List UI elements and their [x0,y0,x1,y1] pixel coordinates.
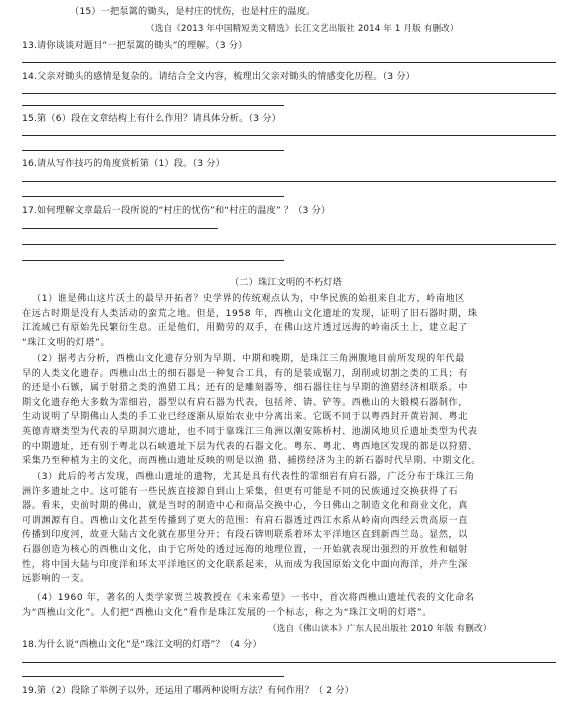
text-line: 在远古时期是没有人类活动的蛮荒之地。但是，1958 年，西樵山文化遗址的发现，证明了旧石器时期，珠 [22,308,478,319]
text-line: 传播到印度河，故亚大陆古文化就在那里分开；有段石锛则联系着环太平洋地区直到新西兰岛。显然，以 [22,530,468,541]
text-line: 英德青塘类型为代表的早期洞穴遗址，也不同于靠珠江三角洲以潮安陈桥村、池湖风地贝丘遗址类型为代表 [22,426,478,437]
text-line: 江流域已有原始先民繁衍生息。正是他们，用勤劳的双手，在佛山这片透过远海的岭南沃土上，建立起了 [22,323,468,334]
text-line: 生动说明了早期佛山人类的手工业已经逐渐从原始农业中分离出来。它既不同于以粤西封开黄岩洞、粤北 [22,412,468,423]
text-line: 早的人类文化遗存。西樵山出土的细石器是一种复合工具，有的是装成锯刀，刮削或切割之类的工具；有 [22,368,468,379]
text-line: 可谓渊源有自。西樵山文化甚至传播到了更大的范围：有肩石器透过西江水系从岭南向西经云贵高原一直 [22,515,468,526]
article-paragraph-1 [22,292,552,350]
question-19: 19.第（2）段除了举例子以外，还运用了哪两种说明方法？有何作用？（ 2 分） [22,685,354,696]
answer-line[interactable] [22,244,556,245]
answer-line[interactable] [22,62,556,63]
text-line: （3）此后的考古发现，西樵山遗址的遗物，尤其是具有代表性的霏细岩有肩石器，广泛分布于珠江三角 [32,472,475,482]
question-16: 16.请从写作技巧的角度赏析第（1）段。（3 分） [22,158,225,169]
text-line: “珠江文明的灯塔”。 [22,337,111,348]
answer-line[interactable] [22,105,284,106]
text-line: 性，将中国大陆与印度洋和环太平洋地区的文化联系起来，从而成为我国原始文化中面向海洋，并产生深 [22,559,468,570]
text-line: （4）1960 年，著名的人类学家贾兰坡教授在《未来希望》一书中，首次将西樵山遗址代表的文化命名 [32,593,475,603]
article-paragraph-2 [22,352,552,469]
answer-line[interactable] [22,150,284,151]
answer-line[interactable] [22,228,218,229]
answer-line[interactable] [22,181,556,182]
question-18: 18.为什么说“西樵山文化”是“珠江文明的灯塔”？（4 分） [22,639,262,650]
question-14: 14.父亲对锄头的感情是复杂的。请结合全文内容，梳理出父亲对锄头的情感变化历程。（3 分） [22,71,416,82]
text-line: 洲许多遗址之中。这可能有一些民族直接源自到山上采集，但更有可能是不同的民族通过交换获得了石 [22,486,459,497]
paragraph-15: （15）一把泵篱的锄头，是村庄的忧伤，也是村庄的温度。 [70,6,316,17]
text-line: 为“西樵山文化”。人们把“西樵山文化”看作是珠江发展的一个标志，称之为“珠江文明的灯塔”。 [22,607,432,618]
question-13: 13.请你谈谈对题目“一把泵篱的锄头”的理解。（3 分） [22,40,248,51]
question-15: 15.第（6）段在文章结构上有什么作用？请具体分析。（3 分） [22,113,281,124]
text-line: 期文化遗存绝大多数为霏细岩，器型以有肩石器为代表，包括斧、锛、铲等。西樵山的大锻模石器制作， [22,397,468,408]
article-paragraph-4 [22,591,552,620]
answer-line[interactable] [22,662,556,663]
answer-line[interactable] [22,676,284,677]
question-17: 17.如何理解文章最后一段所说的“村庄的忧伤”和“村庄的温度” ？（3 分） [22,205,331,216]
text-line: （1）谁是佛山这片沃土的最早开拓者？史学界的传统观点认为，中华民族的始祖来自北方，岭南地区 [32,294,465,304]
text-line: 的中期遗址，还有别于粤北以石峡遗址下层为代表的石器文化。粤东、粤北、粤西地区发现的都是以狩猎、 [22,441,478,452]
answer-line[interactable] [22,135,556,136]
source-citation-2: （选自《佛山读本》广东人民出版社 2010 年版 有删改） [268,624,492,634]
answer-line[interactable] [22,196,284,197]
answer-line[interactable] [22,260,284,261]
answer-line[interactable] [22,93,556,94]
text-line: 采集乃至种植为主的文化，而西樵山遗址反映的则是以渔 猎、捕捞经济为主的新石器时代早期、中期文化。 [22,456,482,467]
article-paragraph-3 [22,470,552,587]
text-line: 石器创造为核心的西樵山文化，由于它所处的透过远海的地理位置，一开始就表现出强烈的开放性和辐射 [22,544,468,555]
text-line: （2）据考古分析，西樵山文化遗存分别为早期、中期和晚期，是珠江三角洲腹地目前所发现的年代最 [32,354,465,364]
text-line: 远影响的一支。 [22,574,90,585]
source-citation-1: （选自《2013 年中国精短美文精选》长江文艺出版社 2014 年 1 月版 有删改） [146,24,459,34]
article-title: （二）珠江文明的不朽灯塔 [229,277,343,288]
text-line: 器。看来，史前时期的佛山，就是当时的制造中心和商品交换中心，今日佛山之制造文化和商业文化，真 [22,501,468,512]
text-line: 的还是小石镞，属于射猎之类的渔猎工具；还有的是雕刻器等，细石器往往与早期的渔猎经济相联系。中 [22,383,468,394]
